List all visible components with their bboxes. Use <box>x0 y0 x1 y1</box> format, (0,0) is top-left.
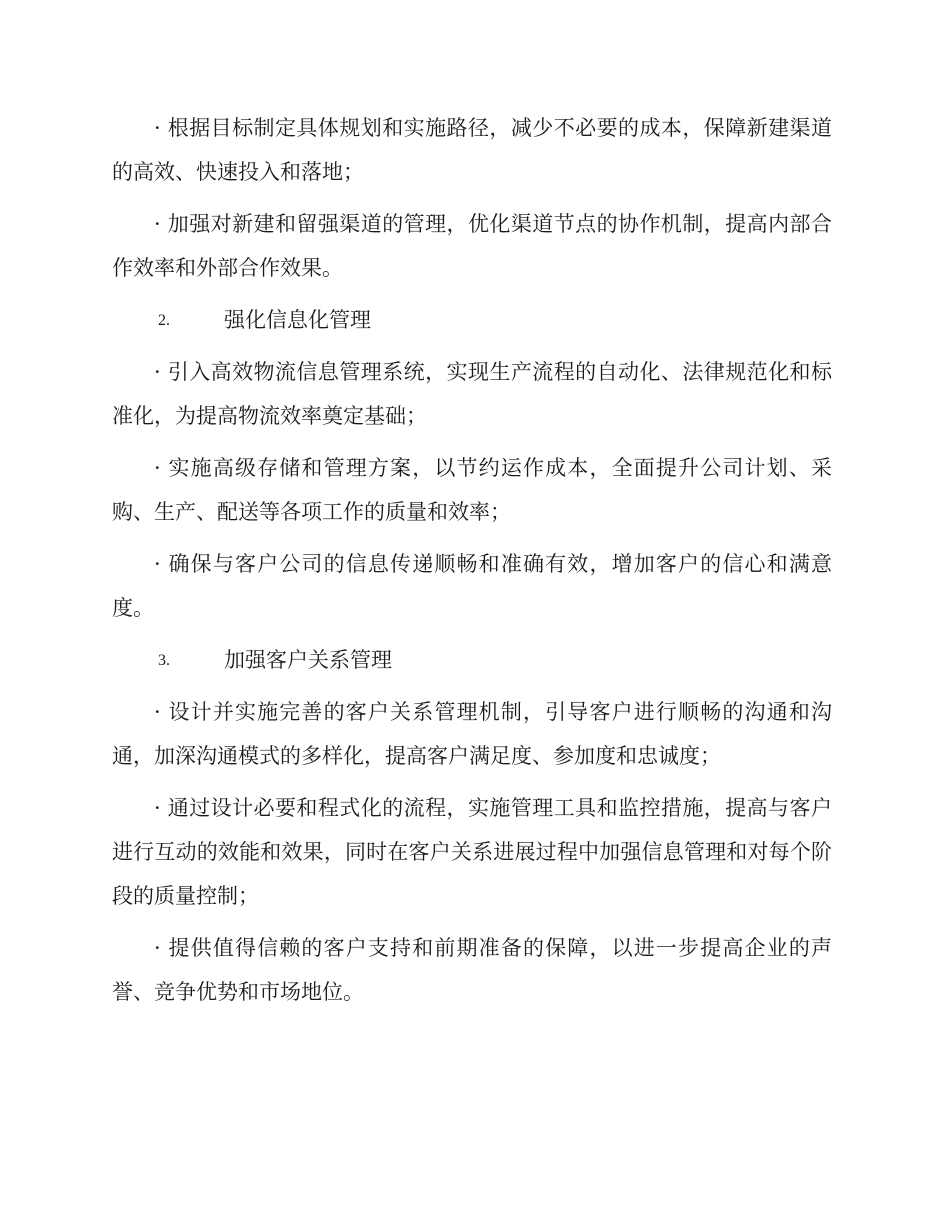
section-heading <box>112 298 832 342</box>
bullet-paragraph: · 通过设计必要和程式化的流程，实施管理工具和监控措施，提高与客户进行互动的效能和效果，同时在客户关系进展过程中加强信息管理和对每个阶段的质量控制； <box>112 796 832 908</box>
bullet-paragraph: · 提供值得信赖的客户支持和前期准备的保障，以进一步提高企业的声誉、竞争优势和市场地位。 <box>112 936 832 1004</box>
bullet-paragraph: · 引入高效物流信息管理系统，实现生产流程的自动化、法律规范化和标准化，为提高物流效率奠定基础； <box>112 360 832 428</box>
bullet-paragraph: · 确保与客户公司的信息传递顺畅和准确有效，增加客户的信心和满意度。 <box>112 552 832 620</box>
section-title: 强化信息化管理 <box>224 308 371 332</box>
bullet-paragraph: · 实施高级存储和管理方案，以节约运作成本，全面提升公司计划、采购、生产、配送等各项工作的质量和效率； <box>112 456 832 524</box>
section-number: 2. <box>158 312 170 329</box>
bullet-paragraph: · 加强对新建和留强渠道的管理，优化渠道节点的协作机制，提高内部合作效率和外部合作效果。 <box>112 212 832 280</box>
document-body <box>112 106 832 1022</box>
section-number: 3. <box>158 652 170 669</box>
section-title: 加强客户关系管理 <box>224 648 392 672</box>
section-heading <box>112 638 832 682</box>
bullet-paragraph: · 设计并实施完善的客户关系管理机制，引导客户进行顺畅的沟通和沟通，加深沟通模式的多样化，提高客户满足度、参加度和忠诚度； <box>112 700 832 768</box>
bullet-paragraph: · 根据目标制定具体规划和实施路径，减少不必要的成本，保障新建渠道的高效、快速投入和落地； <box>112 116 832 184</box>
